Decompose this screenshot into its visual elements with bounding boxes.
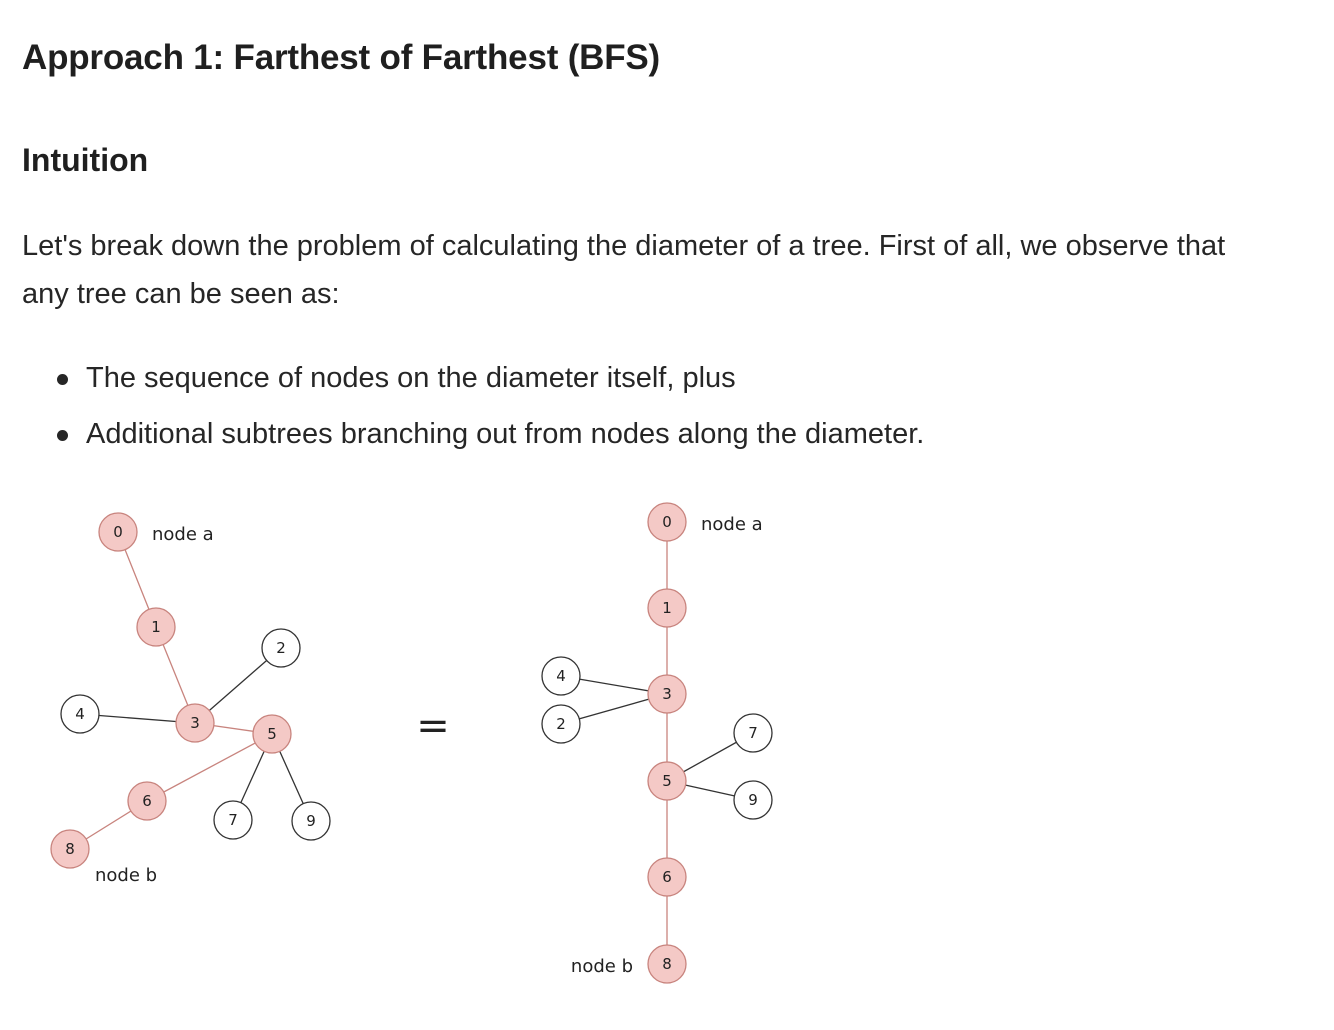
list-item-text: The sequence of nodes on the diameter itself, plus [86, 362, 736, 394]
node-6 [648, 858, 686, 896]
node-label: 8 [65, 840, 75, 858]
node-8 [648, 945, 686, 983]
left-tree-nodes [51, 513, 330, 868]
node-label: 1 [151, 618, 161, 636]
bullet-dot [57, 374, 68, 385]
node-label: 7 [228, 811, 238, 829]
edge-5-6 [147, 734, 272, 801]
node-2 [262, 629, 300, 667]
node-4 [61, 695, 99, 733]
list-item-text: Additional subtrees branching out from nodes along the diameter. [86, 418, 925, 450]
node-label: 0 [113, 523, 123, 541]
node-label: 4 [75, 705, 85, 723]
list-item [0, 406, 924, 462]
node-9 [292, 802, 330, 840]
node-label: 5 [662, 772, 672, 790]
node-label: 3 [662, 685, 672, 703]
node-label: 2 [276, 639, 286, 657]
node-7 [214, 801, 252, 839]
right-tree-edges [561, 522, 753, 964]
node-label: 4 [556, 667, 566, 685]
left-tree-edges [70, 532, 311, 849]
tree-diameter-figure [0, 480, 1334, 1000]
node-5 [253, 715, 291, 753]
node-label: 7 [748, 724, 758, 742]
node-3 [176, 704, 214, 742]
equals-sign: = [416, 703, 450, 749]
node-7 [734, 714, 772, 752]
node-label: 2 [556, 715, 566, 733]
left-node-a-label: node a [152, 524, 214, 545]
node-6 [128, 782, 166, 820]
node-5 [648, 762, 686, 800]
bullet-list [0, 350, 924, 462]
node-label: 6 [142, 792, 152, 810]
node-label: 8 [662, 955, 672, 973]
node-4 [542, 657, 580, 695]
intuition-subheading: Intuition [22, 142, 149, 178]
right-node-b-label: node b [570, 956, 633, 977]
node-3 [648, 675, 686, 713]
node-label: 5 [267, 725, 277, 743]
list-item [0, 350, 924, 406]
node-label: 6 [662, 868, 672, 886]
node-label: 0 [662, 513, 672, 531]
right-node-a-label: node a [701, 514, 763, 535]
approach-heading: Approach 1: Farthest of Farthest (BFS) [22, 38, 661, 77]
node-label: 9 [748, 791, 758, 809]
node-1 [137, 608, 175, 646]
node-label: 9 [306, 812, 316, 830]
node-8 [51, 830, 89, 868]
node-2 [542, 705, 580, 743]
left-node-b-label: node b [95, 865, 158, 886]
node-0 [99, 513, 137, 551]
node-0 [648, 503, 686, 541]
right-tree-nodes [542, 503, 772, 983]
node-label: 1 [662, 599, 672, 617]
node-label: 3 [190, 714, 200, 732]
node-9 [734, 781, 772, 819]
node-1 [648, 589, 686, 627]
intro-paragraph: Let's break down the problem of calculating the diameter of a tree. First of all, we observe that any tree can be seen as: [22, 230, 1226, 310]
bullet-dot [57, 430, 68, 441]
